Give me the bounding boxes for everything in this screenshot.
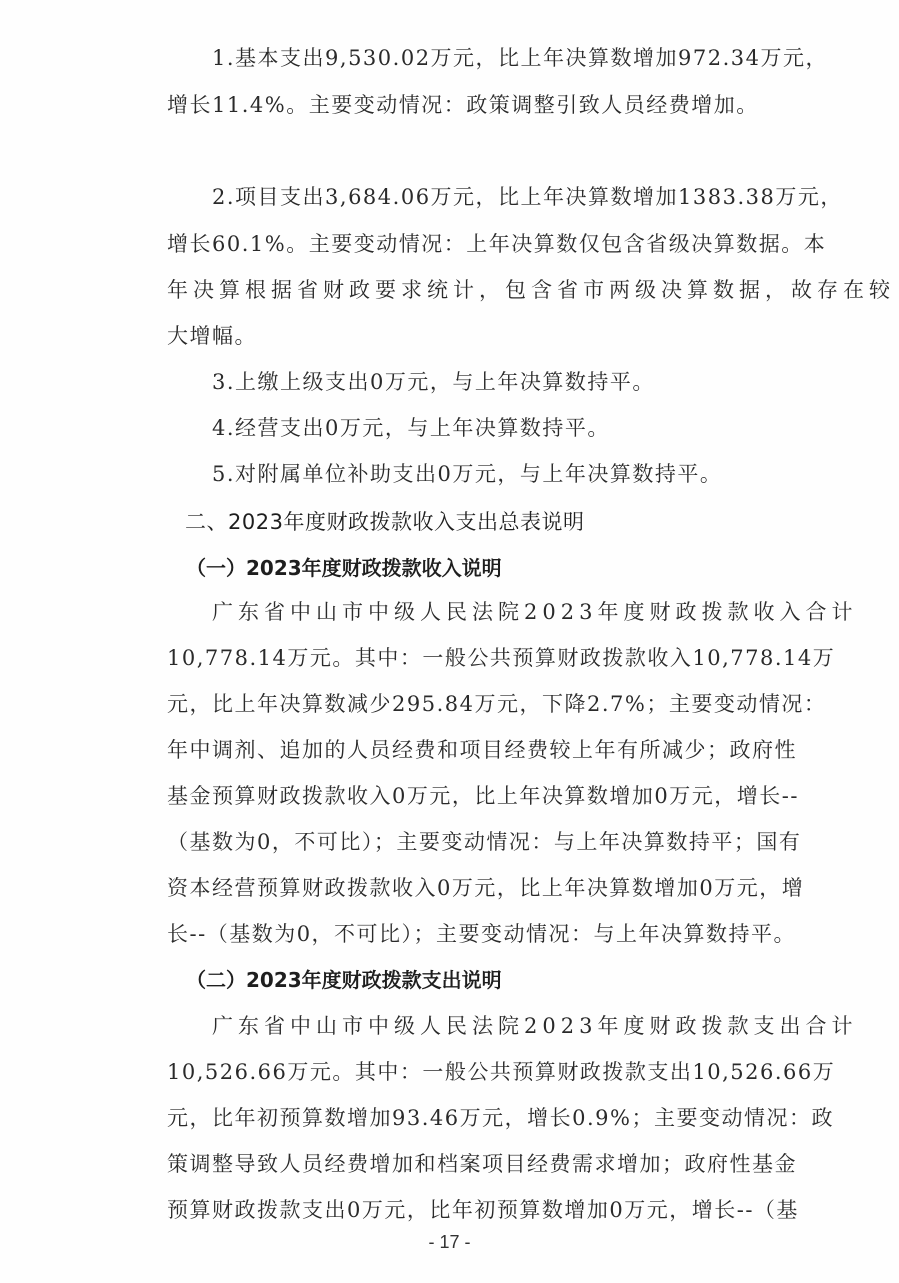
item-1-line-1: 1.基本支出9,530.02万元，比上年决算数增加972.34万元， [212,46,829,70]
item-2-line-3: 年决算根据省财政要求统计，包含省市两级决算数据，故存在较 [167,278,895,302]
income-line-2: 10,778.14万元。其中：一般公共预算财政拨款收入10,778.14万 [167,646,836,670]
item-1-line-2: 增长11.4%。主要变动情况：政策调整引致人员经费增加。 [167,93,759,117]
item-4: 4.经营支出0万元，与上年决算数持平。 [212,416,610,440]
page-number: - 17 - [428,1232,471,1252]
expense-line-4: 策调整导致人员经费增加和档案项目经费需求增加；政府性基金 [167,1152,797,1176]
item-2-line-4: 大增幅。 [167,324,257,348]
income-line-6: （基数为0，不可比）；主要变动情况：与上年决算数持平；国有 [167,830,802,854]
expense-line-2: 10,526.66万元。其中：一般公共预算财政拨款支出10,526.66万 [167,1060,836,1084]
income-line-5: 基金预算财政拨款收入0万元，比上年决算数增加0万元，增长-- [167,784,799,808]
income-line-7: 资本经营预算财政拨款收入0万元，比上年决算数增加0万元，增 [167,876,805,900]
expense-line-5: 预算财政拨款支出0万元，比年初预算数增加0万元，增长--（基 [167,1198,799,1222]
expense-line-1: 广东省中山市中级人民法院2023年度财政拨款支出合计 [212,1014,858,1038]
item-5: 5.对附属单位补助支出0万元，与上年决算数持平。 [212,462,723,486]
income-line-8: 长--（基数为0，不可比）；主要变动情况：与上年决算数持平。 [167,922,797,946]
income-line-4: 年中调剂、追加的人员经费和项目经费较上年有所减少；政府性 [167,738,797,762]
item-3: 3.上缴上级支出0万元，与上年决算数持平。 [212,370,655,394]
expense-line-3: 元，比年初预算数增加93.46万元，增长0.9%；主要变动情况：政 [167,1106,834,1130]
expense-subsection-heading: （二）2023年度财政拨款支出说明 [186,968,502,992]
income-subsection-heading: （一）2023年度财政拨款收入说明 [186,556,502,580]
item-2-line-1: 2.项目支出3,684.06万元，比上年决算数增加1383.38万元， [212,185,843,209]
item-2-line-2: 增长60.1%。主要变动情况：上年决算数仅包含省级决算数据。本 [167,232,827,256]
income-line-1: 广东省中山市中级人民法院2023年度财政拨款收入合计 [212,600,858,624]
section-heading: 二、2023年度财政拨款收入支出总表说明 [185,510,585,534]
income-line-3: 元，比上年决算数减少295.84万元，下降2.7%；主要变动情况： [167,692,827,716]
